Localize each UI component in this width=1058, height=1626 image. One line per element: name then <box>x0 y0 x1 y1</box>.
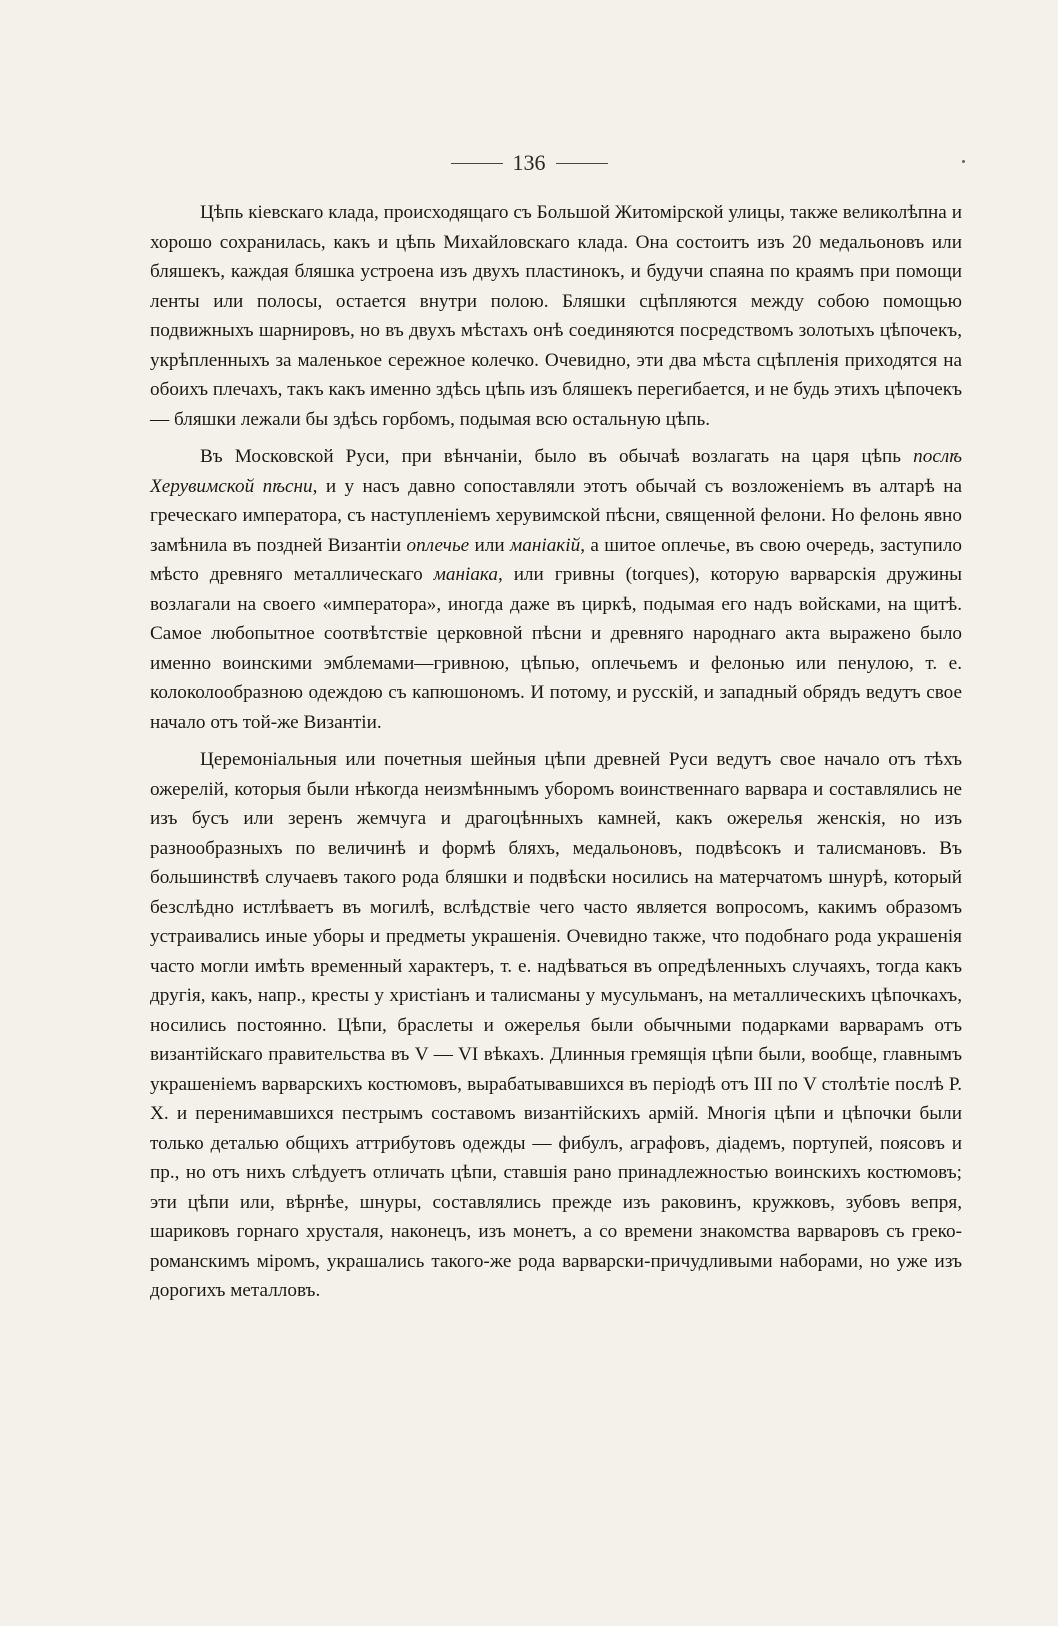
paragraph <box>150 198 962 434</box>
italic-run: послѣ Херувимской пѣсни <box>150 446 962 497</box>
italic-run: оплечье <box>406 534 470 556</box>
text-run: или <box>469 534 511 556</box>
header-rule-right <box>556 163 608 164</box>
body-text <box>150 198 962 1306</box>
page-header <box>0 150 1058 176</box>
text-run: , или гривны (torques), которую варварскія дружины возлагали на своего «императора», иногда даже въ циркѣ, подымая его надъ войсками, на щитѣ. Самое любопытное соотвѣтствіе церковной пѣсни и древняго народнаго акта выражено было именно воинскими эмблемами—гривною, цѣпью, оплечьемъ и фелонью или пенулою, т. е. колоколообразною одеждою съ капюшономъ. И потому, и русскій, и западный обрядъ ведутъ свое начало отъ той-же Византіи. <box>150 564 963 733</box>
page-number: 136 <box>512 150 546 175</box>
text-run: , а шитое оплечье, въ свою очередь, заступило мѣсто древняго металлическаго <box>150 534 962 585</box>
paragraph <box>150 745 962 1306</box>
ink-speck <box>962 160 965 163</box>
text-run: , и у насъ давно сопоставляли этотъ обычай съ возложеніемъ въ алтарѣ на греческаго императора, съ наступленіемъ херувимской пѣсни, священной фелони. Но фелонь явно замѣнила въ поздней Византіи <box>150 475 963 556</box>
text-run: Цѣпь кіевскаго клада, происходящаго съ Большой Житомірской улицы, также великолѣпна и хорошо сохранилась, какъ и цѣпь Михайловскаго клада. Она состоитъ изъ 20 медальоновъ или бляшекъ, каждая бляшка устроена изъ двухъ пластинокъ, и будучи спаяна по краямъ при помощи ленты или полосы, остается внутри полою. Бляшки сцѣпляются между собою помощью подвижныхъ шарнировъ, но въ двухъ мѣстахъ онѣ соединяются посредствомъ золотыхъ цѣпочекъ, укрѣпленныхъ за маленькое сережное колечко. Очевидно, эти два мѣста сцѣпленія приходятся на обоихъ плечахъ, такъ какъ именно здѣсь цѣпь изъ бляшекъ перегибается, и не будь этихъ цѣпочекъ — бляшки лежали бы здѣсь горбомъ, подымая всю остальную цѣпь. <box>150 202 962 430</box>
header-rule-left <box>451 163 503 164</box>
italic-run: маніака <box>433 564 498 585</box>
text-run: Въ Московской Руси, при вѣнчаніи, было въ обычаѣ возлагать на царя цѣпь <box>200 446 914 467</box>
text-run: Церемоніальныя или почетныя шейныя цѣпи древней Руси ведутъ свое начало отъ тѣхъ ожерелій, которыя были нѣкогда неизмѣннымъ уборомъ воинственнаго варвара и составлялись не изъ бусъ или зеренъ жемчуга и драгоцѣнныхъ камней, какъ ожерелья женскія, но изъ разнообразныхъ по величинѣ и формѣ бляхъ, медальоновъ, подвѣсокъ и талисмановъ. Въ большинствѣ случаевъ такого рода бляшки и подвѣски носились на матерчатомъ шнурѣ, который безслѣдно истлѣваетъ въ могилѣ, вслѣдствіе чего часто является вопросомъ, какимъ образомъ устраивались иные уборы и предметы украшенія. Очевидно также, что подобнаго рода украшенія часто могли имѣть временный характеръ, т. е. надѣваться въ опредѣленныхъ случаяхъ, тогда какъ другія, какъ, напр., кресты у христіанъ и талисманы у мусульманъ, на металлическихъ цѣпочкахъ, носились постоянно. Цѣпи, браслеты и ожерелья были обычными подарками варварамъ отъ византійскаго правительства въ V — VI вѣкахъ. Длинныя гремящія цѣпи были, вообще, главнымъ украшеніемъ варварскихъ костюмовъ, вырабатывавшихся въ періодѣ отъ III по V столѣтіе послѣ Р. Х. и перенимавшихся пестрымъ составомъ византійскихъ армій. Многія цѣпи и цѣпочки были только деталью общихъ аттрибутовъ одежды — фибулъ, аграфовъ, діадемъ, портупей, поясовъ и пр., но отъ нихъ слѣдуетъ отличать цѣпи, ставшія рано принадлежностью воинскихъ костюмовъ; эти цѣпи или, вѣрнѣе, шнуры, составлялись прежде изъ раковинъ, кружковъ, зубовъ вепря, шариковъ горнаго хрусталя, наконецъ, изъ монетъ, а со времени знакомства варваровъ съ греко-романскимъ міромъ, украшались такого-же рода варварски-причудливыми наборами, но уже изъ дорогихъ металловъ. <box>150 749 962 1301</box>
paragraph <box>150 442 962 737</box>
italic-run: маніакій <box>510 534 581 556</box>
